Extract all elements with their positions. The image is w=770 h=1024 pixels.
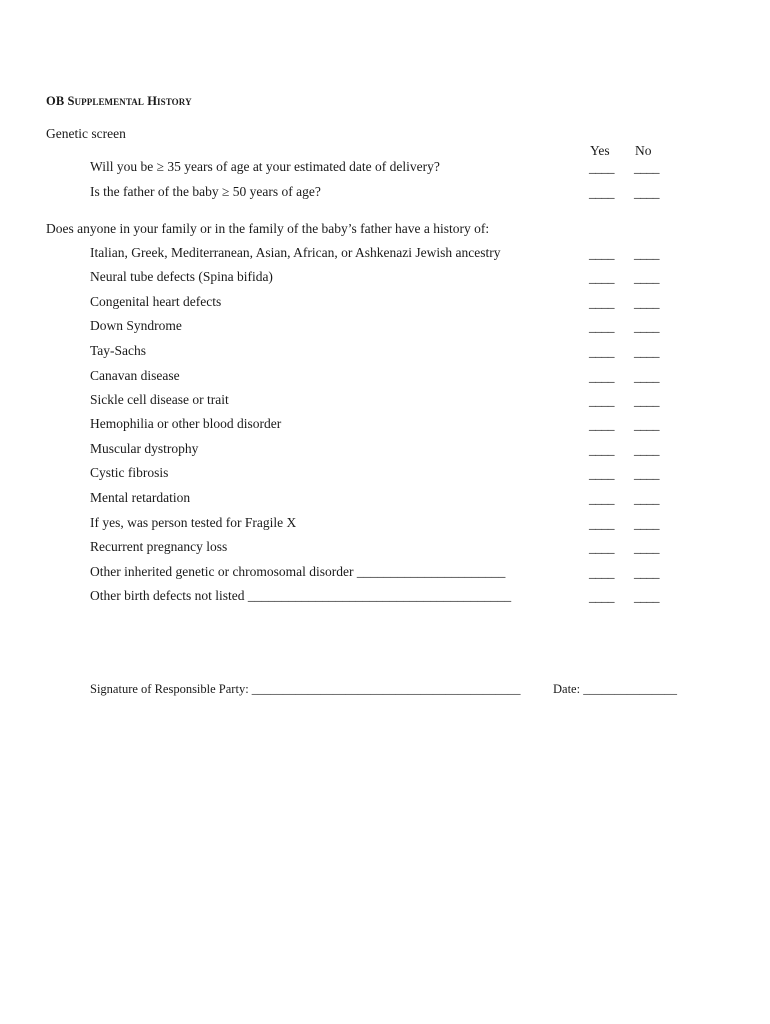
answer-yes-cystic-fibrosis[interactable]: ____ [589,466,614,481]
answer-no-other-birth-defects[interactable]: ____ [634,589,659,604]
answer-yes-canavan[interactable]: ____ [589,369,614,384]
history-item-other-genetic[interactable]: Other inherited genetic or chromosomal disorder ______________________ [90,564,506,579]
answer-no-muscular-dystrophy[interactable]: ____ [634,442,659,457]
answer-no-hemophilia[interactable]: ____ [634,417,659,432]
history-item-ancestry: Italian, Greek, Mediterranean, Asian, African, or Ashkenazi Jewish ancestry [90,245,501,260]
answer-no-other-genetic[interactable]: ____ [634,565,659,580]
answer-yes-sickle-cell[interactable]: ____ [589,393,614,408]
answer-no-fragile-x[interactable]: ____ [634,516,659,531]
question-paternal-age: Is the father of the baby ≥ 50 years of age? [90,184,321,199]
answer-yes-neural-tube[interactable]: ____ [589,270,614,285]
answer-no-paternal-age[interactable]: ____ [634,185,659,200]
date-field[interactable]: Date: _______________ [553,682,677,696]
answer-yes-paternal-age[interactable]: ____ [589,185,614,200]
answer-no-maternal-age[interactable]: ____ [634,160,659,175]
answer-yes-muscular-dystrophy[interactable]: ____ [589,442,614,457]
form-title [46,94,192,109]
answer-no-tay-sachs[interactable]: ____ [634,344,659,359]
answer-no-ancestry[interactable]: ____ [634,246,659,261]
history-item-neural-tube: Neural tube defects (Spina bifida) [90,269,273,284]
answer-yes-heart-defects[interactable]: ____ [589,295,614,310]
answer-yes-other-birth-defects[interactable]: ____ [589,589,614,604]
answer-no-sickle-cell[interactable]: ____ [634,393,659,408]
answer-yes-ancestry[interactable]: ____ [589,246,614,261]
no-column-header: No [635,143,652,158]
history-item-hemophilia: Hemophilia or other blood disorder [90,416,282,431]
answer-no-mental-retardation[interactable]: ____ [634,491,659,506]
answer-yes-down-syndrome[interactable]: ____ [589,319,614,334]
history-item-down-syndrome: Down Syndrome [90,318,182,333]
answer-yes-pregnancy-loss[interactable]: ____ [589,540,614,555]
history-item-canavan: Canavan disease [90,368,180,383]
answer-yes-fragile-x[interactable]: ____ [589,516,614,531]
yes-column-header: Yes [590,143,610,158]
answer-yes-hemophilia[interactable]: ____ [589,417,614,432]
history-item-sickle-cell: Sickle cell disease or trait [90,392,229,407]
form-title-prefix: OB [46,94,65,108]
history-item-mental-retardation: Mental retardation [90,490,191,505]
answer-no-pregnancy-loss[interactable]: ____ [634,540,659,555]
history-item-muscular-dystrophy: Muscular dystrophy [90,441,199,456]
answer-no-neural-tube[interactable]: ____ [634,270,659,285]
form-title-rest: Supplemental History [67,94,192,108]
answer-no-canavan[interactable]: ____ [634,369,659,384]
section-genetic-screen: Genetic screen [46,126,126,141]
family-history-question: Does anyone in your family or in the family of the baby’s father have a history of: [46,221,490,236]
signature-field[interactable]: Signature of Responsible Party: ___________________________________________ [90,682,521,696]
history-item-fragile-x: If yes, was person tested for Fragile X [90,515,297,530]
history-item-heart-defects: Congenital heart defects [90,294,222,309]
answer-yes-other-genetic[interactable]: ____ [589,565,614,580]
answer-yes-mental-retardation[interactable]: ____ [589,491,614,506]
answer-no-heart-defects[interactable]: ____ [634,295,659,310]
answer-yes-maternal-age[interactable]: ____ [589,160,614,175]
answer-no-cystic-fibrosis[interactable]: ____ [634,466,659,481]
answer-no-down-syndrome[interactable]: ____ [634,319,659,334]
answer-yes-tay-sachs[interactable]: ____ [589,344,614,359]
history-item-tay-sachs: Tay-Sachs [90,343,147,358]
history-item-other-birth-defects[interactable]: Other birth defects not listed _______________________________________ [90,588,512,603]
history-item-cystic-fibrosis: Cystic fibrosis [90,465,169,480]
question-maternal-age: Will you be ≥ 35 years of age at your estimated date of delivery? [90,159,440,174]
history-item-pregnancy-loss: Recurrent pregnancy loss [90,539,228,554]
